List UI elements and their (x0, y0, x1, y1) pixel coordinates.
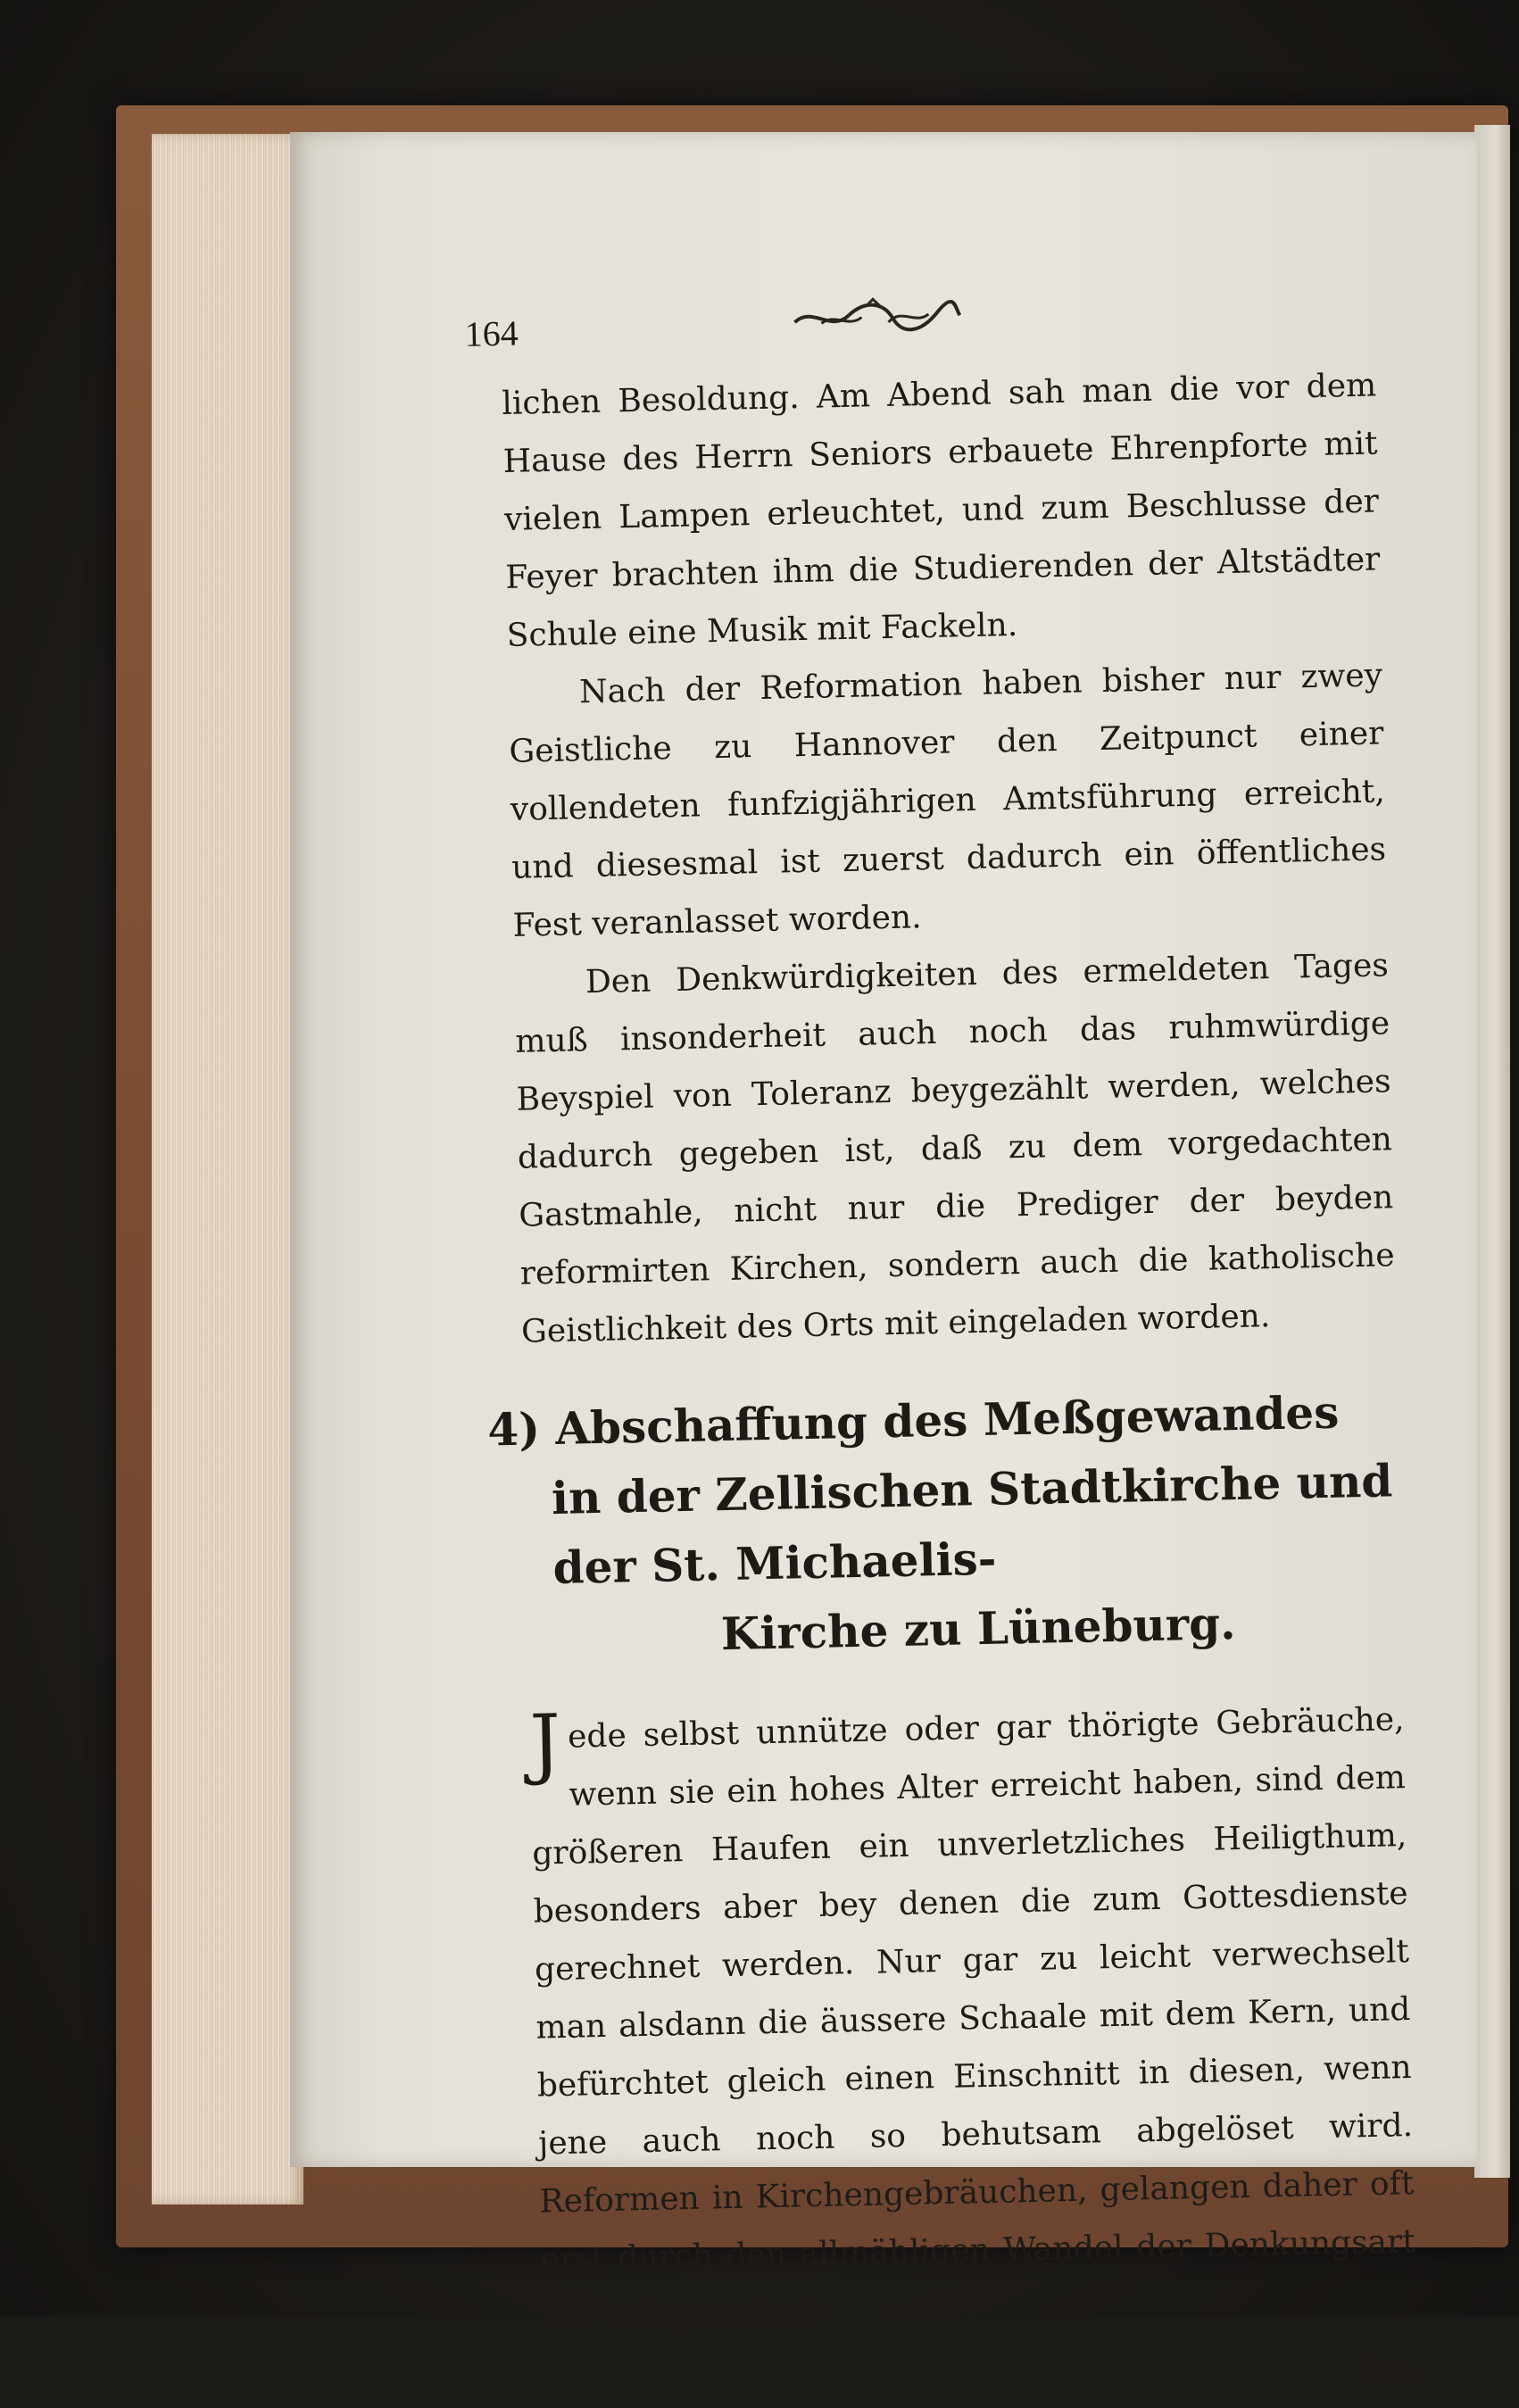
page-number: 164 (464, 312, 519, 354)
next-page-edge (1474, 125, 1510, 2178)
section-heading-last: Kirche zu Lüneburg. (720, 1597, 1237, 1661)
page-text (464, 285, 1419, 2407)
catchword: Die (1359, 2349, 1419, 2391)
paragraph-2: Nach der Reformation haben bisher nur zwey Geistliche zu Hannover den Zeitpunct einer vollendeten funfzigjährigen Amtsführung erreicht, und diesesmal ist zuerst dadurch ein öffentliches Fest veranlasset worden. (509, 657, 1387, 944)
section-body-text: ede selbst unnütze oder gar thörigte Gebräuche, wenn sie ein hohes Alter erreicht haben, sind dem größeren Haufen ein unverletzliches Heiligthum, besonders aber bey denen die zum Gottesdienste gerechnet werden. Nur gar zu leicht verwechselt man alsdann die äussere Schaale mit dem Kern, und befürchtet gleich einen Einschnitt in diesen, wenn jene auch noch so behutsam abgelöset wird. Reformen in Kirchengebräuchen, gelangen daher oft erst durch den allmähligen Wandel der Denkungsart zur völligen Reife. (531, 1701, 1416, 2337)
drop-cap: J (528, 1698, 562, 1789)
paragraph-3: Den Denkwürdigkeiten des ermeldeten Tages muß insonderheit auch noch das ruhmwürdige Beyspiel von Toleranz beygezählt werden, welches dadurch gegeben ist, daß zu dem vorgedachten Gastmahle, nicht nur die Prediger der beyden reformirten Kirchen, sondern auch die katholische Geistlichkeit des Orts mit eingeladen worden. (514, 947, 1395, 1350)
paragraph-1: lichen Besoldung. Am Abend sah man die vor dem Hause des Herrn Seniors erbauete Ehrenpforte mit vielen Lampen erleuchtet, und zum Beschlusse der Feyer brachten ihm die Studierenden der Altstädter Schule eine Musik mit Fackeln. (501, 367, 1381, 654)
page-edges (152, 134, 303, 2205)
section-heading (487, 1376, 1403, 1673)
decorative-flourish-icon (785, 294, 965, 342)
section-body (529, 1690, 1417, 2346)
section-heading-main: 4) Abschaffung des Meßgewandes in der Zellischen Stadtkirche und der St. Michaelis- (486, 1385, 1393, 1595)
